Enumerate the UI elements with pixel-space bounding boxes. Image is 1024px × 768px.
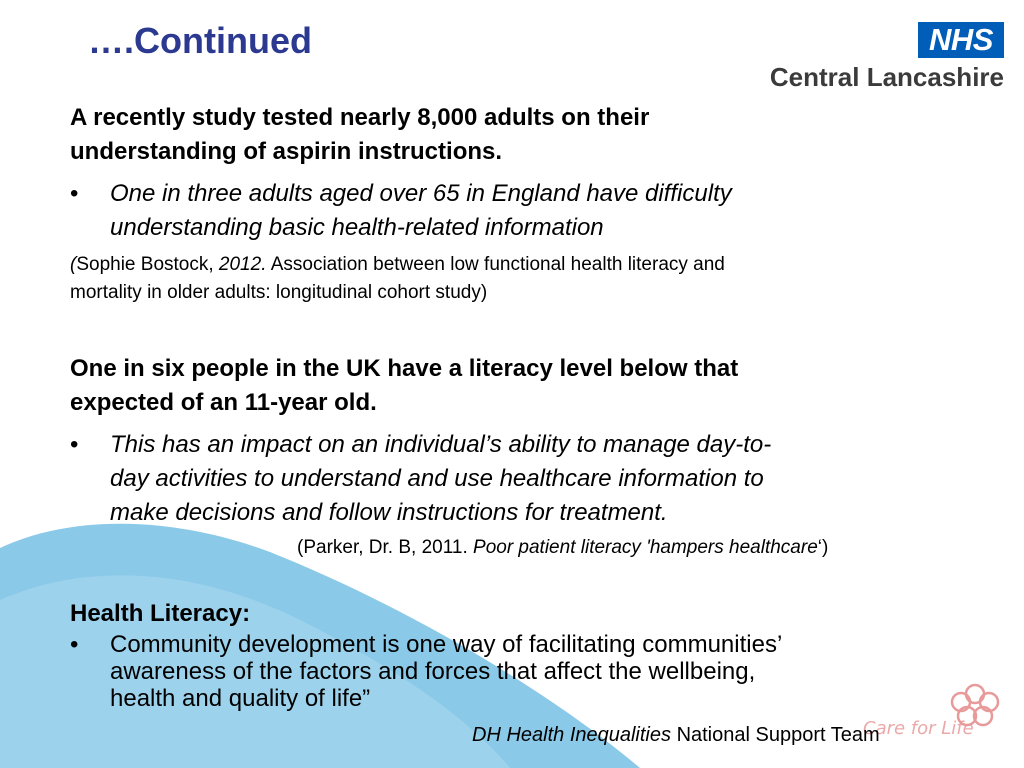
section-aspirin — [70, 101, 732, 307]
citation: (Sophie Bostock, 2012. Association between low functional health literacy and mortality in older adults: longitudinal cohort study) — [70, 254, 725, 303]
nhs-logo-box: NHS — [918, 22, 1004, 58]
bullet-item: • Community development is one way of facilitating communities’ awareness of the factors and forces that affect the wellbeing, health and quality of life” — [70, 631, 783, 712]
section-heading: A recently study tested nearly 8,000 adults on their understanding of aspirin instructions. — [70, 104, 650, 165]
section-heading: Health Literacy: — [70, 600, 251, 627]
bullet-dot: • — [70, 180, 79, 207]
care-for-life-logo — [860, 672, 1010, 752]
attribution: DH Health Inequalities National Support Team — [472, 724, 880, 746]
org-name: Central Lancashire — [769, 62, 1004, 92]
section-literacy-level — [70, 352, 828, 562]
slide-title: ….Continued — [88, 20, 312, 61]
section-heading: One in six people in the UK have a literacy level below that expected of an 11-year old. — [70, 355, 739, 416]
nhs-logo — [760, 22, 1006, 92]
bullet-dot: • — [70, 431, 79, 458]
watermark-text: Care for Life — [863, 718, 974, 739]
section-health-literacy — [70, 597, 880, 748]
bullet-dot: • — [70, 631, 79, 658]
bullet-item: • This has an impact on an individual’s ability to manage day-to- day activities to understand and use healthcare information to make decisions and follow instructions for treatment. — [70, 428, 828, 530]
citation: (Parker, Dr. B, 2011. Poor patient literacy 'hampers healthcare‘) — [297, 537, 829, 558]
bullet-item: • One in three adults aged over 65 in England have difficulty understanding basic health-related information — [70, 177, 732, 245]
